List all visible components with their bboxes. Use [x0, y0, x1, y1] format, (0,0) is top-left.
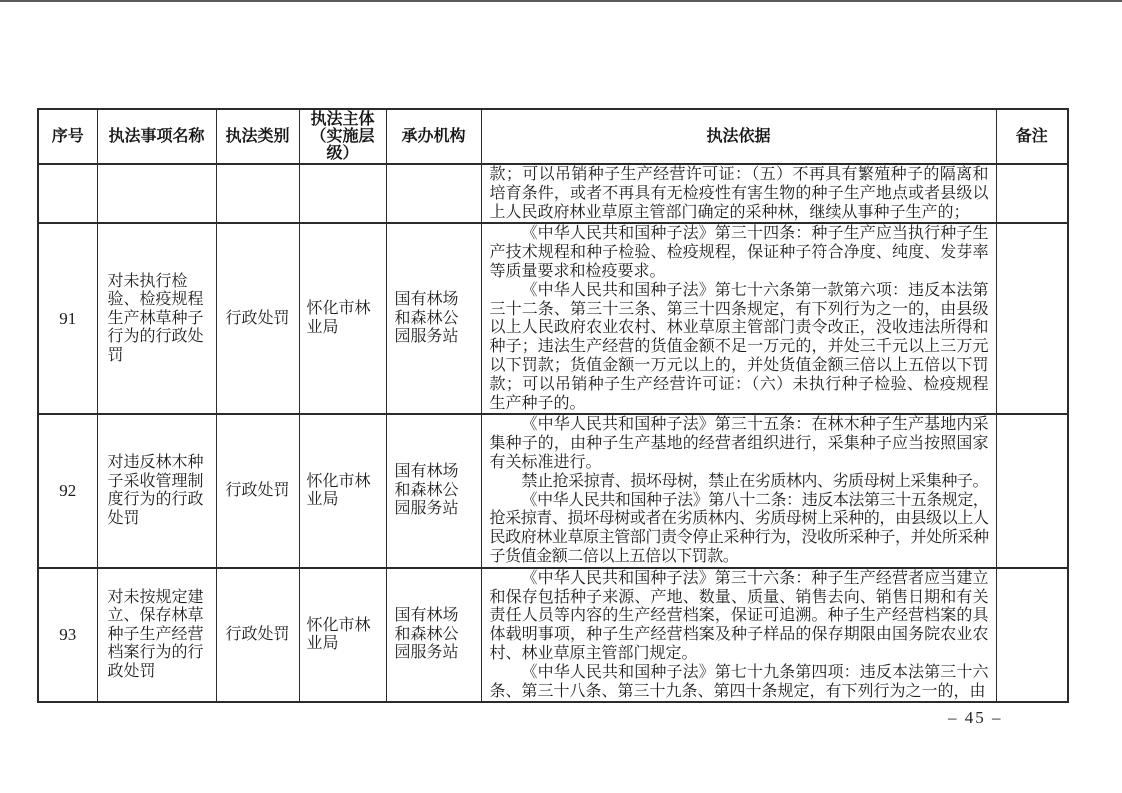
cell-agency: 国有林场和森林公园服务站 [386, 568, 481, 703]
cell-category [216, 164, 299, 223]
cell-item-name: 对未执行检验、检疫规程生产林草种子行为的行政处罚 [97, 223, 216, 414]
legal-basis-paragraph: 禁止抢采掠青、损坏母树，禁止在劣质林内、劣质母树上采集种子。 [521, 472, 989, 490]
cell-subject: 怀化市林业局 [299, 223, 386, 414]
cell-item-name: 对违反林木种子采收管理制度行为的行政处罚 [97, 414, 216, 567]
table-row-93 [38, 568, 1068, 703]
legal-basis-paragraph: 《中华人民共和国种子法》第三十四条：种子生产应当执行种子生产技术规程和种子检验、检疫规程，保证种子符合净度、纯度、发芽率等质量要求和检疫要求。 [489, 225, 989, 280]
table-row-continuation [38, 164, 1068, 223]
column-header-category: 执法类别 [216, 109, 299, 164]
cell-agency: 国有林场和森林公园服务站 [386, 414, 481, 567]
cell-category: 行政处罚 [216, 568, 299, 703]
page-number: – 45 – [948, 708, 1003, 727]
cell-legal-basis [481, 223, 996, 414]
cell-seq: 93 [38, 568, 97, 703]
column-header-seq: 序号 [38, 109, 97, 164]
cell-subject [299, 164, 386, 223]
table-row-91 [38, 223, 1068, 414]
cell-remark [996, 223, 1068, 414]
legal-basis-paragraph: 《中华人民共和国种子法》第八十二条：违反本法第三十五条规定，抢采掠青、损坏母树或者在劣质林内、劣质母树上采种的，由县级以上人民政府林业草原主管部门责令停止采种行为，没收所采种子，并处所采种子货值金额二倍以上五倍以下罚款。 [489, 491, 989, 565]
cell-subject: 怀化市林业局 [299, 414, 386, 567]
legal-basis-paragraph: 《中华人民共和国种子法》第七十六条第一款第六项：违反本法第三十二条、第三十三条、第三十四条规定，有下列行为之一的，由县级以上人民政府农业农村、林业草原主管部门责令改正，没收违法所得和种子；违法生产经营的货值金额不足一万元的，并处三千元以上三万元以下罚款；货值金额一万元以上的，并处货值金额三倍以上五倍以下罚款；可以吊销种子生产经营许可证：（六）未执行种子检验、检疫规程生产种子的。 [489, 281, 989, 412]
cell-legal-basis [481, 568, 996, 703]
cell-seq: 92 [38, 414, 97, 567]
cell-remark [996, 164, 1068, 223]
cell-remark [996, 568, 1068, 703]
cell-legal-basis [481, 414, 996, 567]
cell-seq [38, 164, 97, 223]
cell-category: 行政处罚 [216, 414, 299, 567]
table-row-92 [38, 414, 1068, 567]
cell-legal-basis [481, 164, 996, 223]
legal-basis-paragraph: 《中华人民共和国种子法》第三十五条：在林木种子生产基地内采集种子的，由种子生产基地的经营者组织进行，采集种子应当按照国家有关标准进行。 [489, 416, 989, 471]
column-header-agency: 承办机构 [386, 109, 481, 164]
column-header-subject: 执法主体（实施层级） [299, 109, 386, 164]
legal-basis-paragraph: 《中华人民共和国种子法》第七十九条第四项：违反本法第三十六条、第三十八条、第三十九条、第四十条规定，有下列行为之一的，由 [489, 663, 989, 700]
column-header-remark: 备注 [996, 109, 1068, 164]
column-header-item-name: 执法事项名称 [97, 109, 216, 164]
cell-category: 行政处罚 [216, 223, 299, 414]
enforcement-items-table [37, 108, 1069, 703]
legal-basis-paragraph: 《中华人民共和国种子法》第三十六条：种子生产经营者应当建立和保存包括种子来源、产地、数量、质量、销售去向、销售日期和有关责任人员等内容的生产经营档案，保证可追溯。种子生产经营档案的具体载明事项，种子生产经营档案及种子样品的保存期限由国务院农业农村、林业草原主管部门规定。 [489, 569, 989, 662]
table-header-row [38, 109, 1068, 164]
cell-item-name [97, 164, 216, 223]
column-header-legal-basis: 执法依据 [481, 109, 996, 164]
cell-subject: 怀化市林业局 [299, 568, 386, 703]
cell-agency: 国有林场和森林公园服务站 [386, 223, 481, 414]
cell-remark [996, 414, 1068, 567]
cell-agency [386, 164, 481, 223]
legal-basis-paragraph: 款；可以吊销种子生产经营许可证：（五）不再具有繁殖种子的隔离和培育条件，或者不再具有无检疫性有害生物的种子生产地点或者县级以上人民政府林业草原主管部门确定的采种林，继续从事种子生产的； [489, 166, 989, 221]
cell-seq: 91 [38, 223, 97, 414]
cell-item-name: 对未按规定建立、保存林草种子生产经营档案行为的行政处罚 [97, 568, 216, 703]
scan-edge-artifact [0, 0, 1122, 2]
